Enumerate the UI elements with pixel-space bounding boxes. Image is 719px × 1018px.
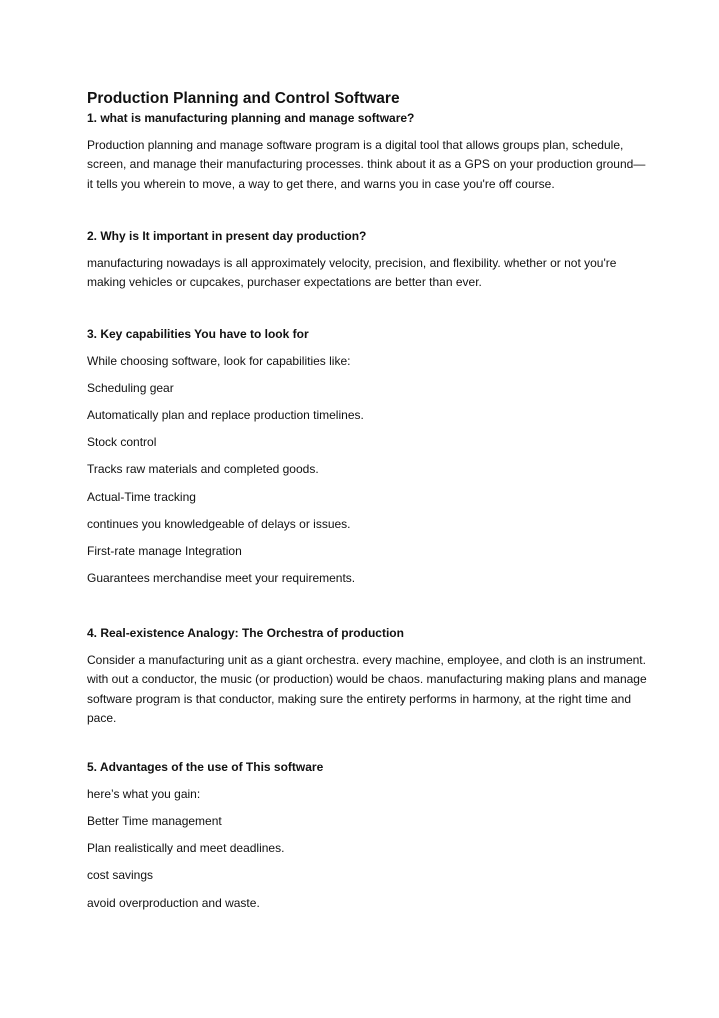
section-4 bbox=[87, 625, 647, 728]
section-1 bbox=[87, 110, 647, 194]
section-1-paragraph: Production planning and manage software program is a digital tool that allows groups plan, schedule, screen, and manage their manufacturing processes. think about it as a GPS on your production ground—it tells you wherein to move, a way to get there, and warns you in case you're off course. bbox=[87, 138, 646, 191]
section-2-paragraph: manufacturing nowadays is all approximately velocity, precision, and flexibility. whether or not you're making vehicles or cupcakes, purchaser expectations are better than ever. bbox=[87, 256, 617, 290]
section-4-heading: 4. Real-existence Analogy: The Orchestra of production bbox=[87, 626, 404, 640]
feature-description: Tracks raw materials and completed goods. bbox=[87, 462, 319, 476]
feature-item: First-rate manage Integration bbox=[87, 544, 242, 558]
section-5 bbox=[87, 759, 647, 775]
document-title: Production Planning and Control Software bbox=[87, 90, 400, 107]
section-5-heading: 5. Advantages of the use of This software bbox=[87, 760, 324, 774]
section-1-heading: 1. what is manufacturing planning and manage software? bbox=[87, 111, 415, 125]
section-4-paragraph: Consider a manufacturing unit as a giant orchestra. every machine, employee, and cloth is an instrument. with out a conductor, the music (or production) would be chaos. manufacturing making plans and manage software program is that conductor, making sure the entirety performs in harmony, at the right time and pace. bbox=[87, 653, 647, 725]
feature-item: Stock control bbox=[87, 435, 157, 449]
advantage-item: Better Time management bbox=[87, 814, 222, 828]
advantage-description: avoid overproduction and waste. bbox=[87, 896, 260, 910]
feature-description: continues you knowledgeable of delays or issues. bbox=[87, 517, 351, 531]
section-2 bbox=[87, 228, 647, 293]
section-3-heading: 3. Key capabilities You have to look for bbox=[87, 327, 309, 341]
feature-item: Actual-Time tracking bbox=[87, 490, 196, 504]
advantage-description: Plan realistically and meet deadlines. bbox=[87, 841, 285, 855]
feature-item: Scheduling gear bbox=[87, 381, 174, 395]
section-3 bbox=[87, 326, 647, 342]
advantage-item: cost savings bbox=[87, 868, 154, 882]
section-5-intro: here’s what you gain: bbox=[87, 787, 201, 801]
feature-description: Guarantees merchandise meet your requirements. bbox=[87, 571, 356, 585]
feature-description: Automatically plan and replace production timelines. bbox=[87, 408, 364, 422]
section-2-heading: 2. Why is It important in present day production? bbox=[87, 229, 367, 243]
section-3-intro: While choosing software, look for capabilities like: bbox=[87, 354, 351, 368]
